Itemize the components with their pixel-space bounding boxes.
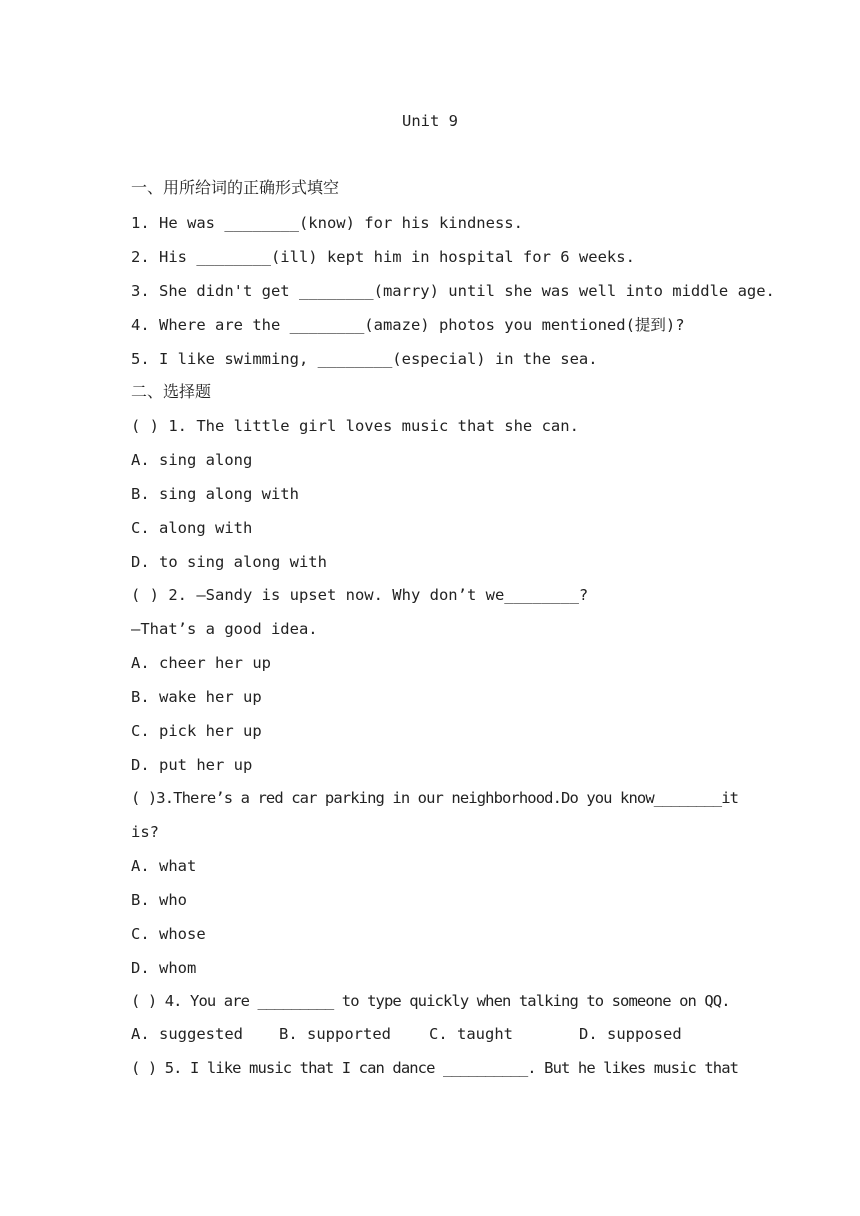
fill-in-item-5: 5. I like swimming, ________(especial) in the sea. — [131, 350, 598, 368]
question-4-option-b: B. supported — [279, 1025, 391, 1043]
question-3-option-a: A. what — [131, 857, 197, 875]
question-4-option-d: D. supposed — [579, 1025, 682, 1043]
question-1-stem: ( ) 1. The little girl loves music that she can. — [131, 417, 579, 435]
section-heading-choice: 二、选择题 — [131, 382, 212, 401]
question-3-option-d: D. whom — [131, 959, 197, 977]
question-2-option-a: A. cheer her up — [131, 654, 271, 672]
question-1-option-a: A. sing along — [131, 451, 253, 469]
question-4-stem: ( ) 4. You are _________ to type quickly when talking to someone on QQ. — [131, 992, 730, 1010]
fill-in-item-2: 2. His ________(ill) kept him in hospital for 6 weeks. — [131, 248, 635, 266]
question-2-stem: ( ) 2. —Sandy is upset now. Why don’t we________? — [131, 586, 589, 604]
question-3-stem-line-2: is? — [131, 823, 159, 841]
question-3-stem-line-1: ( )3.There’s a red car parking in our neighborhood.Do you know________it — [131, 789, 739, 807]
question-4-option-c: C. taught — [429, 1025, 513, 1043]
fill-in-item-3: 3. She didn't get ________(marry) until she was well into middle age. — [131, 282, 775, 300]
question-1-option-d: D. to sing along with — [131, 553, 327, 571]
question-2-option-c: C. pick her up — [131, 722, 262, 740]
question-2-reply: —That’s a good idea. — [131, 620, 318, 638]
question-3-option-b: B. who — [131, 891, 187, 909]
question-5-stem: ( ) 5. I like music that I can dance __________. But he likes music that — [131, 1059, 739, 1077]
page-title: Unit 9 — [402, 112, 458, 130]
section-heading-fill-in: 一、用所给词的正确形式填空 — [131, 178, 340, 197]
question-3-option-c: C. whose — [131, 925, 206, 943]
question-1-option-c: C. along with — [131, 519, 253, 537]
question-4-options — [131, 1023, 751, 1045]
question-4-option-a: A. suggested — [131, 1025, 243, 1043]
question-2-option-b: B. wake her up — [131, 688, 262, 706]
fill-in-item-1: 1. He was ________(know) for his kindness. — [131, 214, 523, 232]
question-1-option-b: B. sing along with — [131, 485, 299, 503]
question-2-option-d: D. put her up — [131, 756, 253, 774]
fill-in-item-4: 4. Where are the ________(amaze) photos you mentioned(提到)? — [131, 316, 685, 334]
